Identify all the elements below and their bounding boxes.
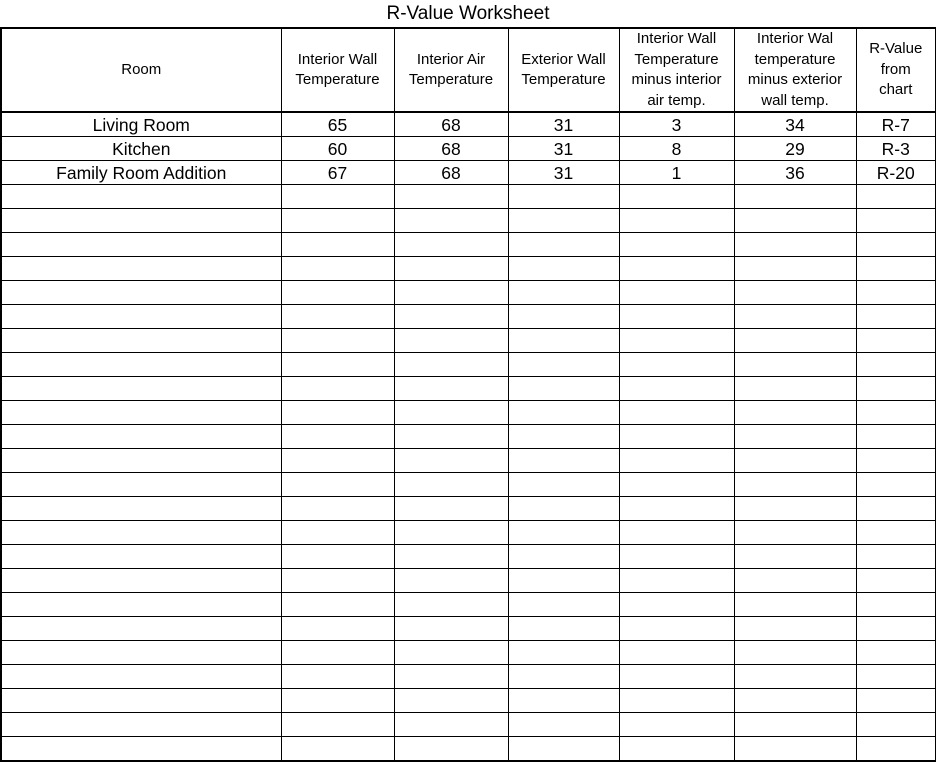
empty-cell [1, 185, 281, 209]
empty-cell [508, 449, 619, 473]
empty-cell [1, 689, 281, 713]
cell-room: Family Room Addition [1, 161, 281, 185]
empty-cell [508, 473, 619, 497]
empty-cell [281, 185, 394, 209]
empty-cell [394, 713, 508, 737]
empty-cell [394, 281, 508, 305]
empty-cell [1, 641, 281, 665]
empty-cell [734, 545, 856, 569]
empty-cell [394, 473, 508, 497]
empty-cell [508, 353, 619, 377]
empty-cell [508, 233, 619, 257]
empty-cell [1, 521, 281, 545]
empty-table-row [1, 377, 936, 401]
empty-cell [856, 713, 936, 737]
header-interior-wall-temperature: Interior Wall Temperature [281, 28, 394, 112]
empty-cell [1, 545, 281, 569]
empty-cell [619, 305, 734, 329]
empty-cell [1, 473, 281, 497]
empty-cell [1, 617, 281, 641]
empty-cell [281, 257, 394, 281]
empty-cell [856, 737, 936, 762]
header-row [1, 28, 936, 112]
empty-cell [734, 689, 856, 713]
empty-cell [856, 281, 936, 305]
empty-cell [394, 593, 508, 617]
cell-interior-air-temp: 68 [394, 137, 508, 161]
empty-cell [508, 569, 619, 593]
empty-cell [856, 689, 936, 713]
empty-cell [856, 521, 936, 545]
empty-cell [394, 569, 508, 593]
empty-cell [856, 593, 936, 617]
empty-cell [1, 401, 281, 425]
empty-cell [508, 545, 619, 569]
empty-cell [856, 377, 936, 401]
empty-cell [1, 593, 281, 617]
cell-interior-difference: 1 [619, 161, 734, 185]
empty-cell [508, 593, 619, 617]
empty-cell [856, 185, 936, 209]
empty-cell [619, 377, 734, 401]
empty-cell [281, 521, 394, 545]
empty-cell [619, 281, 734, 305]
empty-table-row [1, 641, 936, 665]
empty-table-row [1, 281, 936, 305]
empty-cell [1, 257, 281, 281]
table-row [1, 161, 936, 185]
cell-room: Living Room [1, 112, 281, 137]
empty-cell [1, 569, 281, 593]
empty-cell [508, 737, 619, 762]
empty-cell [508, 281, 619, 305]
empty-table-row [1, 305, 936, 329]
empty-cell [619, 257, 734, 281]
empty-cell [619, 665, 734, 689]
empty-cell [1, 329, 281, 353]
empty-cell [856, 305, 936, 329]
empty-cell [619, 545, 734, 569]
empty-cell [856, 353, 936, 377]
empty-cell [856, 401, 936, 425]
empty-cell [619, 521, 734, 545]
empty-cell [281, 425, 394, 449]
empty-cell [734, 737, 856, 762]
empty-cell [281, 449, 394, 473]
empty-cell [734, 617, 856, 641]
empty-cell [394, 329, 508, 353]
empty-cell [281, 737, 394, 762]
empty-cell [856, 497, 936, 521]
empty-cell [508, 689, 619, 713]
empty-cell [508, 425, 619, 449]
table-row [1, 112, 936, 137]
empty-cell [281, 713, 394, 737]
empty-cell [281, 665, 394, 689]
empty-cell [734, 209, 856, 233]
empty-cell [281, 401, 394, 425]
empty-cell [394, 737, 508, 762]
empty-table-row [1, 497, 936, 521]
empty-cell [394, 545, 508, 569]
empty-cell [619, 353, 734, 377]
empty-cell [281, 545, 394, 569]
empty-cell [734, 473, 856, 497]
empty-cell [734, 401, 856, 425]
empty-cell [856, 233, 936, 257]
empty-cell [508, 305, 619, 329]
empty-cell [394, 497, 508, 521]
empty-cell [856, 545, 936, 569]
empty-cell [619, 497, 734, 521]
empty-cell [1, 209, 281, 233]
cell-interior-difference: 8 [619, 137, 734, 161]
empty-cell [394, 689, 508, 713]
empty-cell [1, 497, 281, 521]
empty-cell [508, 521, 619, 545]
empty-cell [281, 593, 394, 617]
empty-cell [394, 353, 508, 377]
empty-cell [619, 617, 734, 641]
empty-cell [1, 449, 281, 473]
empty-cell [856, 449, 936, 473]
empty-cell [508, 617, 619, 641]
header-interior-difference: Interior Wall Temperature minus interior air temp. [619, 28, 734, 112]
table-row [1, 137, 936, 161]
header-room: Room [1, 28, 281, 112]
header-exterior-difference: Interior Wal temperature minus exterior wall temp. [734, 28, 856, 112]
empty-table-row [1, 689, 936, 713]
cell-interior-wall-temp: 67 [281, 161, 394, 185]
empty-cell [1, 425, 281, 449]
cell-r-value: R-3 [856, 137, 936, 161]
empty-table-row [1, 521, 936, 545]
empty-table-row [1, 353, 936, 377]
empty-cell [508, 713, 619, 737]
empty-cell [619, 689, 734, 713]
empty-cell [394, 377, 508, 401]
empty-cell [394, 449, 508, 473]
cell-r-value: R-20 [856, 161, 936, 185]
empty-cell [508, 209, 619, 233]
cell-exterior-difference: 36 [734, 161, 856, 185]
empty-cell [856, 209, 936, 233]
empty-cell [508, 257, 619, 281]
empty-cell [734, 641, 856, 665]
empty-table-row [1, 473, 936, 497]
empty-cell [734, 329, 856, 353]
empty-cell [734, 497, 856, 521]
empty-cell [734, 665, 856, 689]
empty-cell [619, 737, 734, 762]
empty-cell [734, 425, 856, 449]
empty-cell [508, 377, 619, 401]
cell-room: Kitchen [1, 137, 281, 161]
empty-cell [619, 713, 734, 737]
cell-interior-wall-temp: 65 [281, 112, 394, 137]
cell-interior-wall-temp: 60 [281, 137, 394, 161]
empty-cell [281, 497, 394, 521]
empty-cell [619, 233, 734, 257]
empty-cell [1, 377, 281, 401]
empty-cell [734, 377, 856, 401]
empty-cell [856, 257, 936, 281]
empty-table-row [1, 401, 936, 425]
empty-cell [734, 521, 856, 545]
empty-cell [281, 281, 394, 305]
empty-cell [508, 401, 619, 425]
cell-interior-air-temp: 68 [394, 112, 508, 137]
empty-cell [619, 425, 734, 449]
empty-cell [508, 329, 619, 353]
empty-cell [281, 641, 394, 665]
empty-table-row [1, 233, 936, 257]
empty-cell [1, 233, 281, 257]
empty-cell [1, 281, 281, 305]
empty-table-row [1, 713, 936, 737]
empty-cell [856, 329, 936, 353]
empty-cell [619, 473, 734, 497]
empty-cell [281, 473, 394, 497]
empty-table-row [1, 185, 936, 209]
empty-table-row [1, 665, 936, 689]
empty-table-row [1, 737, 936, 762]
empty-cell [619, 329, 734, 353]
empty-cell [856, 569, 936, 593]
cell-exterior-difference: 29 [734, 137, 856, 161]
empty-table-row [1, 545, 936, 569]
empty-cell [1, 713, 281, 737]
empty-cell [856, 425, 936, 449]
empty-cell [394, 665, 508, 689]
empty-cell [619, 209, 734, 233]
cell-exterior-wall-temp: 31 [508, 137, 619, 161]
empty-cell [734, 185, 856, 209]
empty-cell [856, 641, 936, 665]
empty-cell [856, 665, 936, 689]
empty-cell [508, 641, 619, 665]
worksheet-title: R-Value Worksheet [386, 3, 550, 24]
empty-cell [734, 449, 856, 473]
cell-exterior-difference: 34 [734, 112, 856, 137]
empty-cell [394, 521, 508, 545]
empty-table-row [1, 593, 936, 617]
empty-cell [734, 353, 856, 377]
empty-cell [619, 641, 734, 665]
empty-cell [281, 353, 394, 377]
empty-cell [394, 305, 508, 329]
empty-cell [394, 641, 508, 665]
cell-interior-difference: 3 [619, 112, 734, 137]
empty-cell [1, 305, 281, 329]
cell-exterior-wall-temp: 31 [508, 161, 619, 185]
empty-cell [281, 329, 394, 353]
empty-cell [856, 617, 936, 641]
empty-cell [508, 665, 619, 689]
empty-cell [619, 401, 734, 425]
empty-cell [734, 713, 856, 737]
empty-cell [281, 209, 394, 233]
cell-r-value: R-7 [856, 112, 936, 137]
empty-cell [394, 617, 508, 641]
empty-cell [734, 305, 856, 329]
empty-cell [281, 617, 394, 641]
empty-cell [394, 185, 508, 209]
empty-table-row [1, 209, 936, 233]
header-exterior-wall-temperature: Exterior Wall Temperature [508, 28, 619, 112]
empty-table-row [1, 569, 936, 593]
empty-cell [734, 281, 856, 305]
empty-table-row [1, 329, 936, 353]
cell-exterior-wall-temp: 31 [508, 112, 619, 137]
empty-cell [394, 233, 508, 257]
empty-cell [619, 569, 734, 593]
empty-cell [619, 449, 734, 473]
empty-cell [734, 233, 856, 257]
empty-cell [281, 689, 394, 713]
empty-cell [1, 737, 281, 762]
header-interior-air-temperature: Interior Air Temperature [394, 28, 508, 112]
empty-table-row [1, 257, 936, 281]
empty-cell [394, 401, 508, 425]
empty-table-row [1, 425, 936, 449]
empty-cell [1, 353, 281, 377]
empty-cell [734, 569, 856, 593]
empty-cell [734, 257, 856, 281]
empty-cell [508, 185, 619, 209]
empty-cell [394, 425, 508, 449]
empty-cell [281, 569, 394, 593]
empty-cell [856, 473, 936, 497]
cell-interior-air-temp: 68 [394, 161, 508, 185]
empty-table-row [1, 617, 936, 641]
empty-cell [1, 665, 281, 689]
r-value-table [0, 27, 936, 762]
empty-cell [281, 305, 394, 329]
empty-table-row [1, 449, 936, 473]
empty-cell [508, 497, 619, 521]
empty-cell [281, 377, 394, 401]
empty-cell [281, 233, 394, 257]
empty-cell [619, 593, 734, 617]
empty-cell [394, 209, 508, 233]
empty-cell [394, 257, 508, 281]
header-r-value: R-Value from chart [856, 28, 936, 112]
empty-cell [734, 593, 856, 617]
empty-cell [619, 185, 734, 209]
